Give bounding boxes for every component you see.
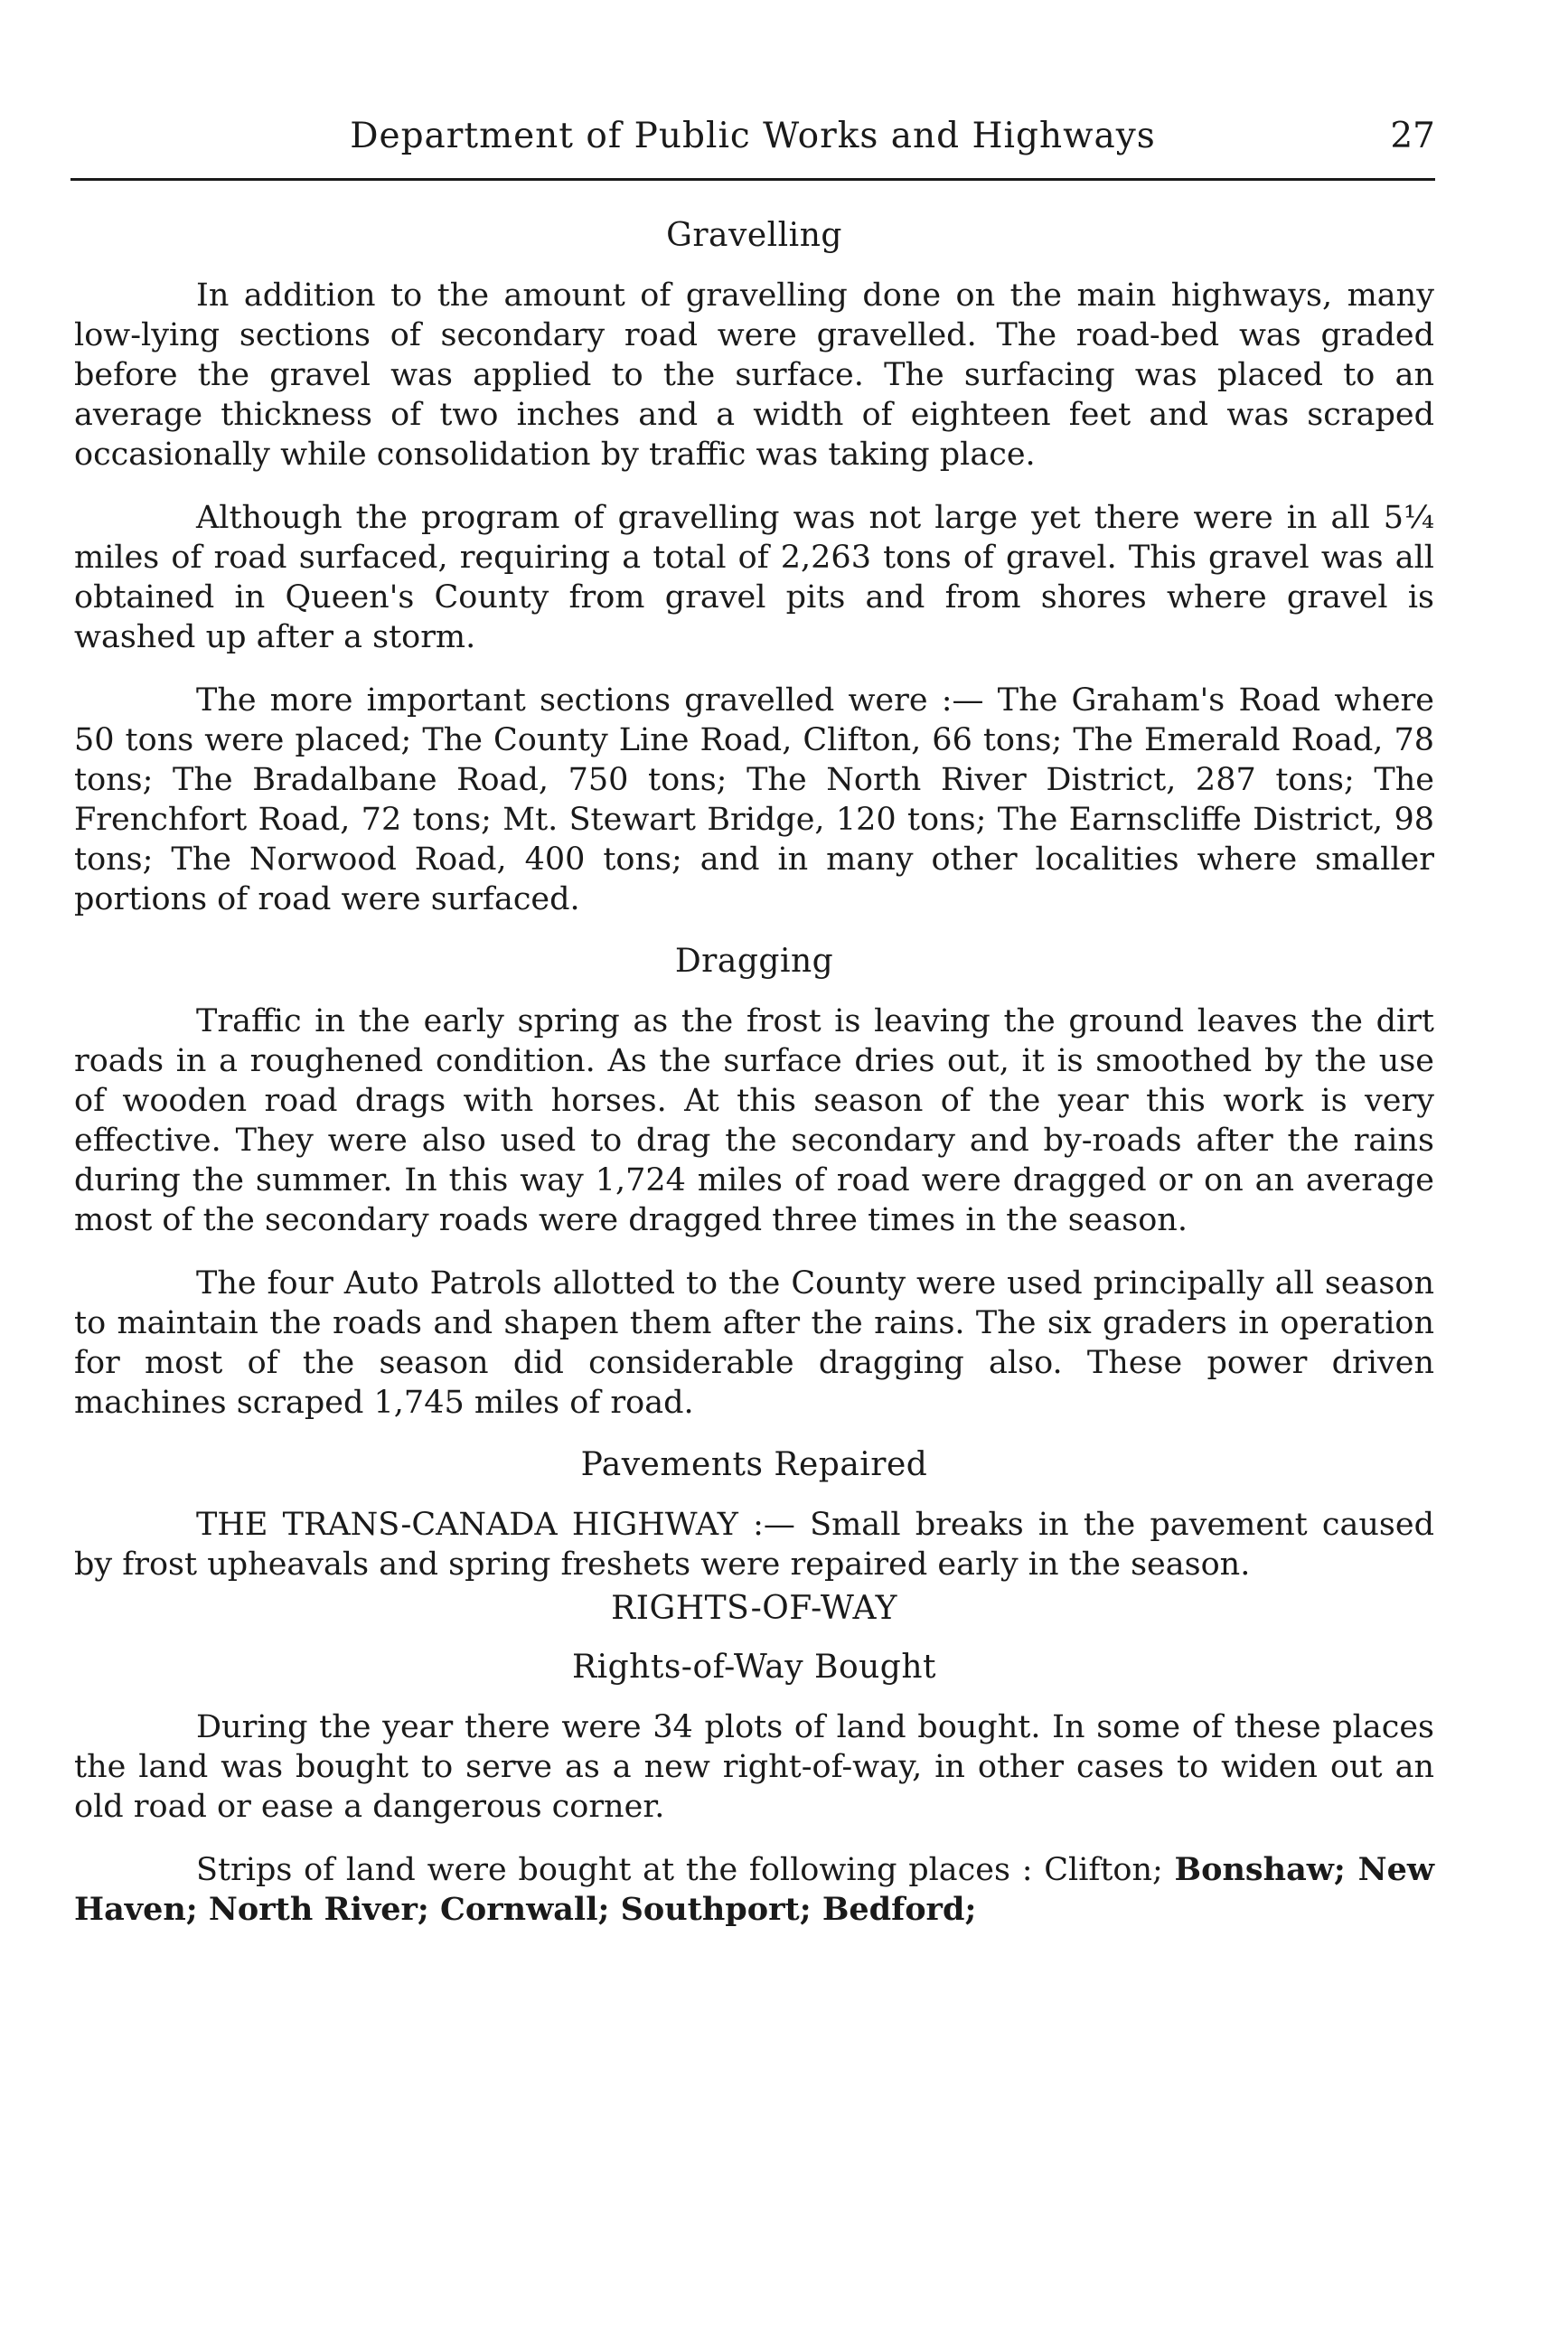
paragraph: Traffic in the early spring as the frost is leaving the ground leaves the dirt roads in a roughened condition. As the surface dries out, it is smoothed by the use of wooden road drags with horses. At this season of the year this work is very effective. They were also used to drag the secondary and by-roads after the rains during the summer. In this way 1,724 miles of road were dragged or on an average most of the secondary roads were dragged three times in the season.	[74, 1003, 1434, 1238]
paragraph: Although the program of gravelling was not large yet there were in all 5¼ miles of road surfaced, requiring a total of 2,263 tons of gravel. This gravel was all obtained in Queen's County from gravel pits and from shores where gravel is washed up after a storm.	[74, 500, 1434, 655]
places-list: Bonshaw; New Haven; North River; Cornwall; Southport; Bedford;	[74, 1851, 1434, 1928]
subsection-heading-rights-bought: Rights-of-Way Bought	[572, 1649, 936, 1686]
paragraph: THE TRANS-CANADA HIGHWAY :— Small breaks in the pavement caused by frost upheavals and spring freshets were repaired early in the season.	[74, 1507, 1434, 1583]
section-heading-pavements: Pavements Repaired	[580, 1446, 928, 1483]
running-header	[70, 116, 1435, 170]
paragraph: The more important sections gravelled were :— The Graham's Road where 50 tons were placed; The County Line Road, Clifton, 66 tons; The Emerald Road, 78 tons; The Bradalbane Road, 750 tons; The North River District, 287 tons; The Frenchfort Road, 72 tons; Mt. Stewart Bridge, 120 tons; The Earnscliffe District, 98 tons; The Norwood Road, 400 tons; and in many other localities where smaller portions of road were surfaced.	[74, 682, 1434, 917]
paragraph: In addition to the amount of gravelling done on the main highways, many low-lying sections of secondary road were gravelled. The road-bed was graded before the gravel was applied to the surface. The surfacing was placed to an average thickness of two inches and a width of eighteen feet and was scraped occasionally while consolidation by traffic was taking place.	[74, 277, 1434, 473]
paragraph-places	[74, 1850, 1434, 1930]
paragraph: During the year there were 34 plots of land bought. In some of these places the land was bought to serve as a new right-of-way, in other cases to widen out an old road or ease a dangerous corner.	[74, 1709, 1434, 1825]
section-heading-gravelling: Gravelling	[666, 217, 842, 254]
section-heading-dragging: Dragging	[674, 943, 834, 980]
paragraph: The four Auto Patrols allotted to the County were used principally all season to maintain the roads and shapen them after the rains. The six graders in operation for most of the season did considerable dragging also. These power driven machines scraped 1,745 miles of road.	[74, 1265, 1434, 1421]
section-heading-rights-of-way: RIGHTS-OF-WAY	[611, 1590, 897, 1627]
page-body	[74, 217, 1434, 1953]
running-title: Department of Public Works and Highways	[350, 116, 1156, 156]
places-intro: Strips of land were bought at the following places : Clifton;	[196, 1852, 1163, 1888]
header-rule	[70, 178, 1435, 181]
page-number: 27	[1390, 116, 1435, 156]
